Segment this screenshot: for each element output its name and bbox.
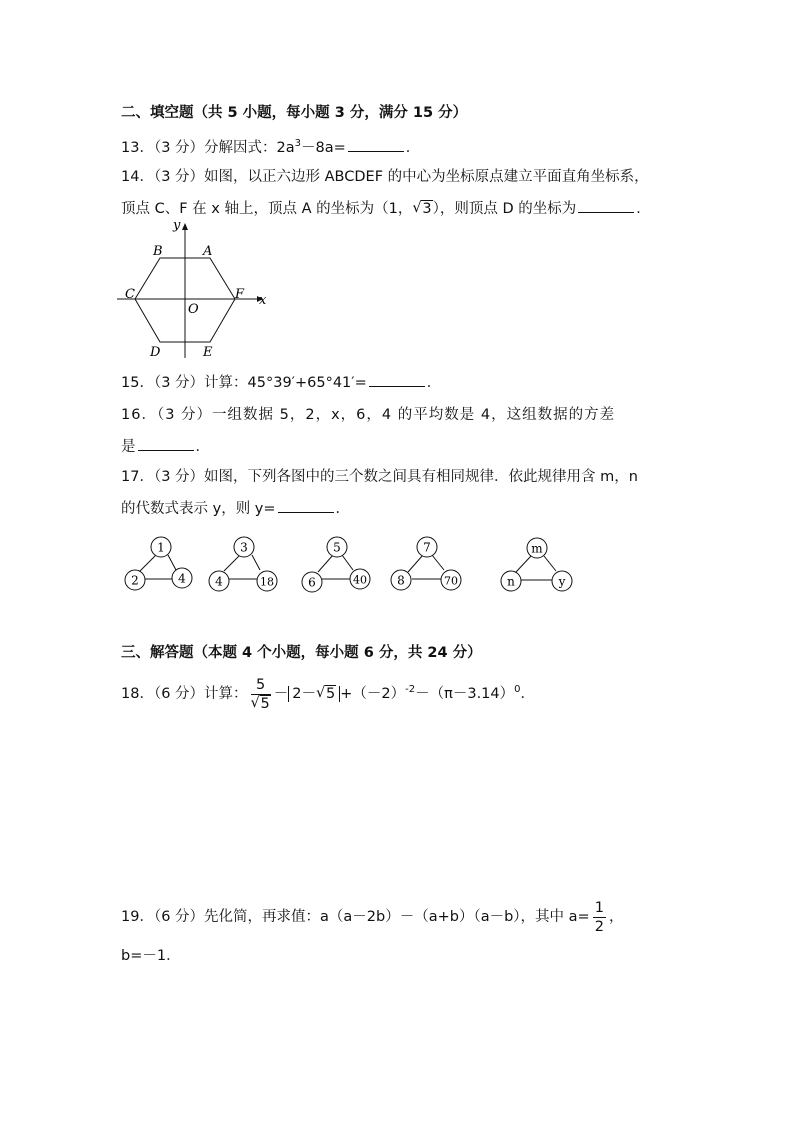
triangle-1-left: 2 [131,573,139,588]
question-15 [121,372,441,393]
triangle-1-top: 1 [157,540,165,555]
question-17-line2 [121,498,350,519]
triangle-5-top: m [531,541,543,556]
q18-minus: － [273,686,289,702]
q18-exponent-1: -2 [405,684,416,695]
question-18 [121,672,535,713]
q17-answer-blank[interactable] [278,498,334,513]
q14-text-b: ），则顶点 D 的坐标为 [432,201,577,217]
section2-heading: 二、填空题（共 5 小题，每小题 3 分，满分 15 分） [121,105,468,121]
label-y: y [173,218,181,233]
triangle-1-right: 4 [178,571,186,586]
q16-answer-blank[interactable] [138,436,194,451]
q18-denominator-radicand: 5 [260,695,270,712]
label-C: C [125,287,135,302]
q15-text: 15．（3 分）计算：45°39′+65°41′= [121,375,367,391]
q14-end: ． [636,201,651,217]
q18-end: ． [520,686,535,702]
q17-text: 的代数式表示 y，则 y= [121,501,276,517]
triangle-4-right: 70 [444,574,458,588]
y-axis-arrow [182,223,188,230]
triangle-5 [501,538,572,591]
q18-abs-sqrt: √ 5 [316,685,336,702]
triangle-4-left: 8 [397,573,405,588]
triangle-3-top: 5 [333,540,341,555]
triangle-2-left: 4 [215,574,223,589]
q14-radicand: 3 [422,201,432,217]
triangle-3 [302,537,370,592]
q18-numerator: 5 [251,676,271,695]
q19-fraction [593,899,606,936]
q14-answer-blank[interactable] [578,198,634,213]
number-triangles-figure [118,532,588,598]
q18-denominator: √ 5 [250,694,270,712]
hexagon-figure [115,218,275,363]
label-D: D [150,345,161,360]
triangle-5-left: n [507,574,515,589]
q19-numerator: 1 [594,899,604,916]
q16-text: 是 [121,439,136,455]
q14-sqrt: √ 3 [412,200,432,217]
question-16-line2 [121,436,210,457]
q18-abs-text: 2－ [292,686,317,702]
triangle-4 [391,537,461,590]
q18-exponent-2: 0 [514,684,521,695]
q13-end: ． [405,140,421,156]
q19-text: 19．（6 分）先化简，再求值：a（a－2b）－（a+b）（a－b），其中 a= [121,909,590,925]
q13-suffix: －8a= [301,140,346,156]
question-19-line2: b=－1． [121,948,181,964]
q19-comma: ， [608,909,624,925]
triangle-5-right: y [558,574,566,589]
triangle-2-right: 18 [260,575,274,589]
q15-answer-blank[interactable] [369,372,425,387]
label-A: A [203,244,213,259]
q13-answer-blank[interactable] [348,137,404,152]
q13-prefix: 13．（3 分）分解因式：2a [121,140,295,156]
q15-end: ． [426,375,442,391]
label-F: F [235,287,245,302]
q18-abs-radicand: 5 [326,686,336,702]
label-O: O [188,302,199,317]
q18-fraction [251,676,271,713]
label-B: B [153,244,163,259]
question-16-line1: 16．（3 分）一组数据 5，2，x，6，4 的平均数是 4，这组数据的方差 [121,407,616,423]
triangle-2 [209,537,277,591]
triangle-2-top: 3 [240,540,248,555]
question-19-line1 [121,898,623,936]
question-14-line2 [121,198,651,219]
q18-mid: +（－2） [340,686,406,702]
triangle-3-left: 6 [308,575,316,590]
q19-denominator: 2 [594,918,604,935]
q18-tail: －（π－3.14） [415,686,515,702]
question-17-line1: 17．（3 分）如图，下列各图中的三个数之间具有相同规律．依此规律用含 m，n [121,469,638,485]
section3-heading: 三、解答题（本题 4 个小题，每小题 6 分，共 24 分） [121,645,482,661]
q17-end: ． [335,501,351,517]
q18-prefix: 18．（6 分）计算： [121,686,248,702]
triangle-1 [125,537,192,590]
q18-absolute-value [288,686,340,702]
question-14-line1: 14．（3 分）如图，以正六边形 ABCDEF 的中心为坐标原点建立平面直角坐标系， [121,169,649,185]
triangle-4-top: 7 [423,540,431,555]
label-x: x [259,293,267,308]
q14-text-a: 顶点 C、F 在 x 轴上，顶点 A 的坐标为（1， [121,201,413,217]
label-E: E [203,345,213,360]
q13-exponent: 3 [294,138,302,149]
q16-end: ． [195,439,210,455]
question-13 [121,134,420,158]
triangle-3-right: 40 [353,573,367,587]
